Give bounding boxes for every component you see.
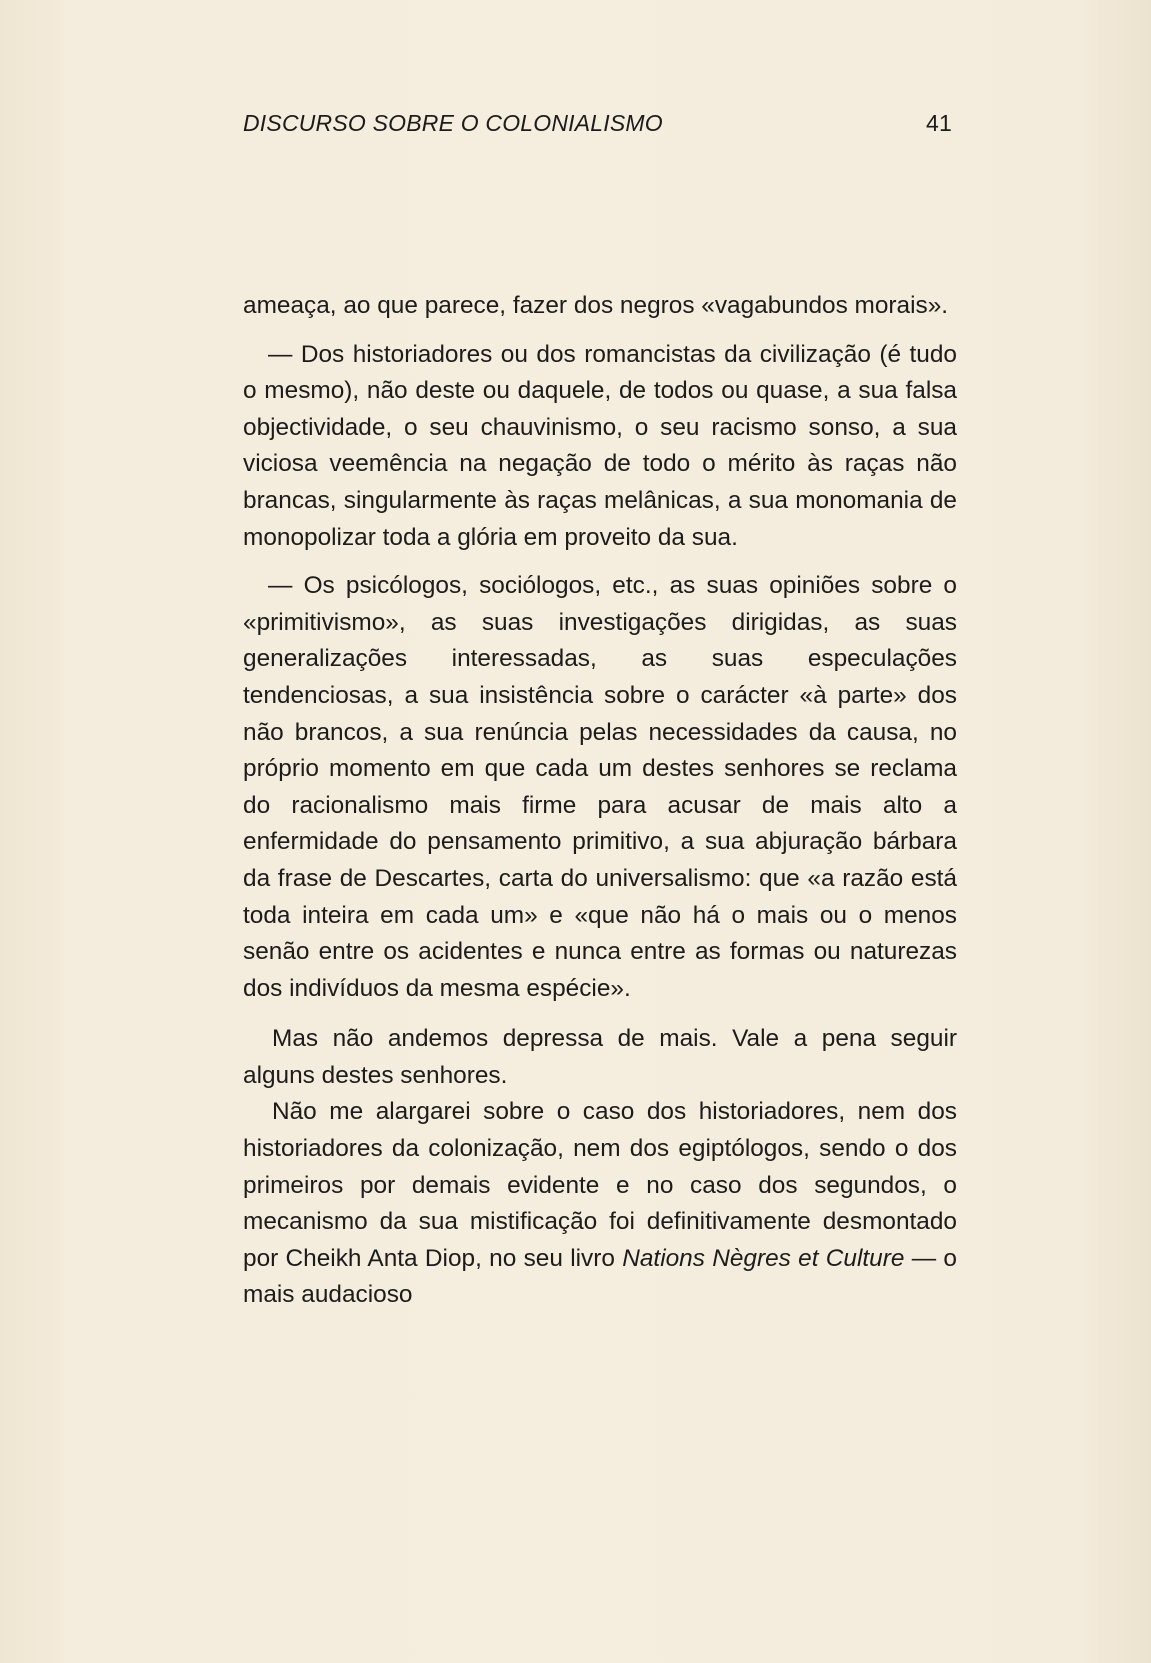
book-title: Nations Nègres et Culture xyxy=(622,1244,905,1272)
paragraph-2: — Dos historiadores ou dos romancistas da civilização (é tudo o mesmo), não deste ou daquele, de todos ou quase, a sua falsa objectividade, o seu chauvinismo, o seu racismo sonso, a sua viciosa veemência na negação de todo o mérito às raças não brancas, singularmente às raças melânicas, a sua monomania de monopolizar toda a glória em proveito da sua. xyxy=(243,340,957,551)
paragraph-1: ameaça, ao que parece, fazer dos negros «vagabundos morais». xyxy=(243,292,949,319)
body-text xyxy=(243,288,957,1314)
page-header xyxy=(243,110,952,142)
running-title: DISCURSO SOBRE O COLONIALISMO xyxy=(243,110,663,136)
paragraph-3: — Os psicólogos, sociólogos, etc., as suas opiniões sobre o «primitivismo», as suas investigações dirigidas, as suas generalizações interessadas, as suas especulações tendenciosas, a sua insistência sobre o carácter «à parte» dos não brancos, a sua renúncia pelas necessidades da causa, no próprio momento em que cada um destes senhores se reclama do racionalismo mais firme para acusar de mais alto a enfermidade do pensamento primitivo, a sua abjuração bárbara da frase de Descartes, carta do universalismo: que «a razão está toda inteira em cada um» e «que não há o mais ou o menos senão entre os acidentes e nunca entre as formas ou naturezas dos indivíduos da mesma espécie». xyxy=(243,572,957,1002)
paragraph-5-tail: — o mais audacioso xyxy=(243,1244,957,1309)
page-number: 41 xyxy=(926,110,952,136)
paragraph-4: Mas não andemos depressa de mais. Vale a pena seguir alguns destes senhores. xyxy=(243,1025,957,1089)
paragraph-5 xyxy=(243,1094,957,1314)
paragraph-5-text: Não me alargarei sobre o caso dos historiadores, nem dos historiadores da colonização, nem dos egiptólogos, sendo o dos primeiros por demais evidente e no caso dos segundos, o mecanismo da sua mistificação foi definitivamente desmontado por Cheikh Anta Diop, no seu livro xyxy=(243,1098,957,1272)
